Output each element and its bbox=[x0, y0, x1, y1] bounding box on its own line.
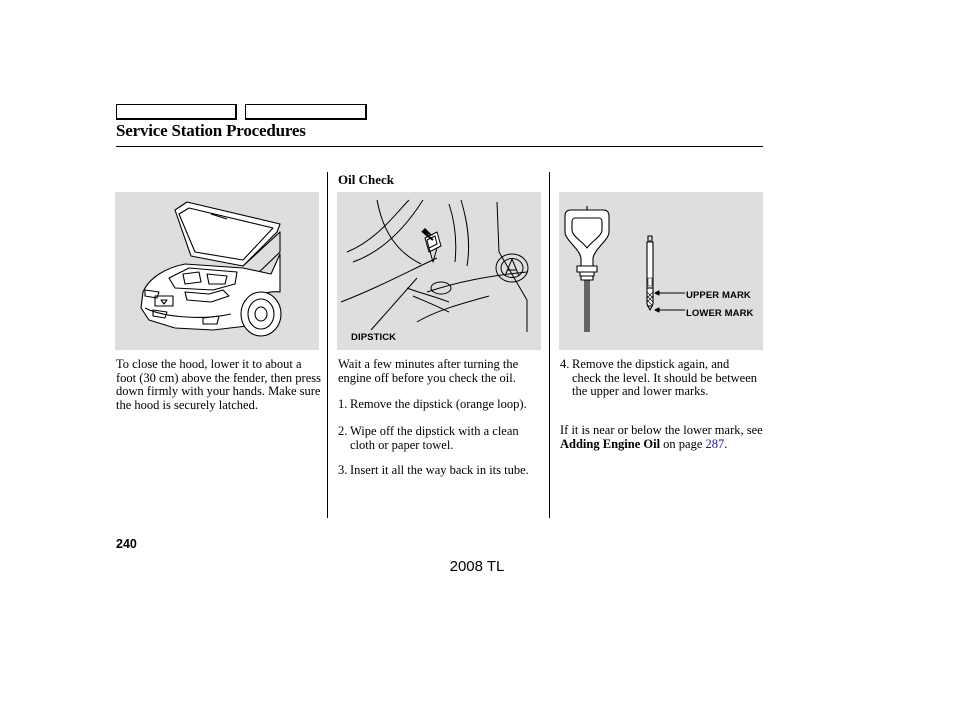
note-text: . bbox=[724, 436, 728, 451]
step-number: 3. bbox=[338, 463, 348, 477]
oil-step-3 bbox=[338, 464, 548, 478]
page-link-287[interactable]: 287 bbox=[705, 436, 725, 451]
dipstick-marks-illustration bbox=[559, 192, 763, 350]
low-oil-note bbox=[560, 424, 765, 451]
oil-step-2 bbox=[338, 425, 543, 452]
nav-button-1[interactable] bbox=[116, 104, 237, 120]
oil-check-heading: Oil Check bbox=[338, 172, 394, 187]
step-text: Insert it all the way back in its tube. bbox=[350, 463, 529, 477]
step-number: 2. bbox=[338, 424, 348, 438]
oil-step-1 bbox=[338, 398, 548, 412]
note-text: on page bbox=[660, 436, 706, 451]
title-divider bbox=[116, 146, 763, 147]
hood-open-illustration bbox=[115, 192, 319, 350]
step-number: 1. bbox=[338, 397, 348, 411]
oil-step-4 bbox=[560, 358, 760, 399]
page-number: 240 bbox=[116, 537, 137, 551]
page-title: Service Station Procedures bbox=[116, 121, 306, 140]
lower-mark-callout: LOWER MARK bbox=[686, 308, 754, 319]
adding-engine-oil-ref: Adding Engine Oil bbox=[560, 436, 661, 451]
column-divider-2 bbox=[549, 172, 550, 518]
oil-check-intro: Wait a few minutes after turning the engine off before you check the oil. bbox=[338, 357, 519, 385]
upper-mark-callout: UPPER MARK bbox=[686, 290, 751, 301]
hood-close-instructions: To close the hood, lower it to about a foot (30 cm) above the fender, then press down firmly with your hands. Make sure the hood is securely latched. bbox=[116, 357, 321, 412]
step-text: Remove the dipstick again, and check the level. It should be between the upper and lower marks. bbox=[572, 357, 757, 398]
column-divider-1 bbox=[327, 172, 328, 518]
footer-model: 2008 TL bbox=[449, 558, 505, 575]
nav-button-2[interactable] bbox=[245, 104, 367, 120]
note-text: If it is near or below the lower mark, see bbox=[560, 423, 763, 437]
dipstick-callout: DIPSTICK bbox=[351, 332, 397, 343]
step-text: Remove the dipstick (orange loop). bbox=[350, 397, 527, 411]
step-number: 4. bbox=[560, 357, 570, 371]
dipstick-location-illustration bbox=[337, 192, 541, 350]
step-text: Wipe off the dipstick with a clean cloth or paper towel. bbox=[350, 424, 519, 452]
